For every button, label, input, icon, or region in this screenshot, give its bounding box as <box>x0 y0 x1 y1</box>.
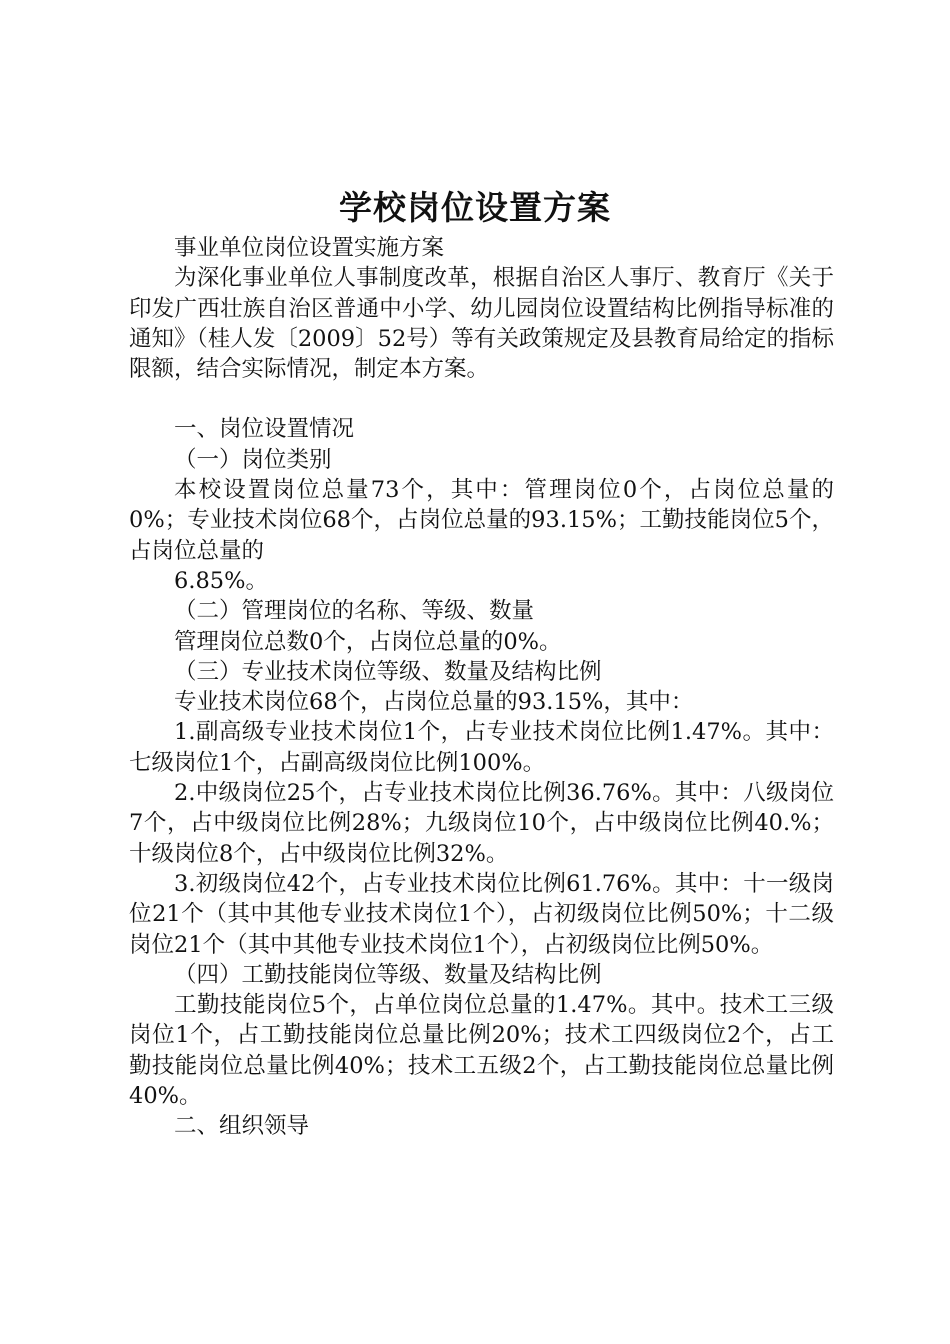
list-item-3: 3.初级岗位42个，占专业技术岗位比例61.76%。其中：十一级岗位21个（其中其他专业技术岗位1个），占初级岗位比例50%；十二级岗位21个（其中其他专业技术岗位1个），占初级岗位比例50%。 <box>129 870 834 958</box>
subsection-heading-2: （二）管理岗位的名称、等级、数量 <box>174 598 535 625</box>
body-paragraph: 工勤技能岗位5个，占单位岗位总量的1.47%。其中。技术工三级岗位1个，占工勤技能岗位总量比例20%；技术工四级岗位2个，占工勤技能岗位总量比例40%；技术工五级2个，占工勤技能岗位总量比例40%。 <box>129 992 834 1110</box>
list-item-2: 2.中级岗位25个，占专业技术岗位比例36.76%。其中：八级岗位7个，占中级岗位比例28%；九级岗位10个，占中级岗位比例40.%；十级岗位8个，占中级岗位比例32%。 <box>129 780 834 867</box>
body-paragraph: 管理岗位总数0个，占岗位总量的0%。 <box>174 628 562 655</box>
document-title: 学校岗位设置方案 <box>339 188 611 227</box>
paragraph-spacer <box>129 384 834 414</box>
subsection-heading-1: （一）岗位类别 <box>174 446 332 473</box>
list-item-1: 1.副高级专业技术岗位1个，占专业技术岗位比例1.47%。其中：七级岗位1个，占副高级岗位比例100%。 <box>129 719 834 776</box>
section-heading-2: 二、组织领导 <box>174 1113 310 1140</box>
section-heading-1: 一、岗位设置情况 <box>174 416 355 443</box>
body-paragraph: 专业技术岗位68个，占岗位总量的93.15%，其中： <box>174 689 694 716</box>
subtitle-paragraph: 事业单位岗位设置实施方案 <box>174 235 445 261</box>
body-paragraph: 本校设置岗位总量73个，其中：管理岗位0个，占岗位总量的0%；专业技术岗位68个，占岗位总量的93.15%；工勤技能岗位5个，占岗位总量的 <box>129 477 834 564</box>
document-body <box>129 233 834 1142</box>
body-paragraph: 6.85%。 <box>174 567 268 594</box>
subsection-heading-4: （四）工勤技能岗位等级、数量及结构比例 <box>174 961 602 988</box>
intro-paragraph: 为深化事业单位人事制度改革，根据自治区人事厅、教育厅《关于印发广西壮族自治区普通中小学、幼儿园岗位设置结构比例指导标准的通知》（桂人发〔2009〕52号）等有关政策规定及县教育局给定的指标限额，结合实际情况，制定本方案。 <box>129 265 834 383</box>
subsection-heading-3: （三）专业技术岗位等级、数量及结构比例 <box>174 658 602 685</box>
